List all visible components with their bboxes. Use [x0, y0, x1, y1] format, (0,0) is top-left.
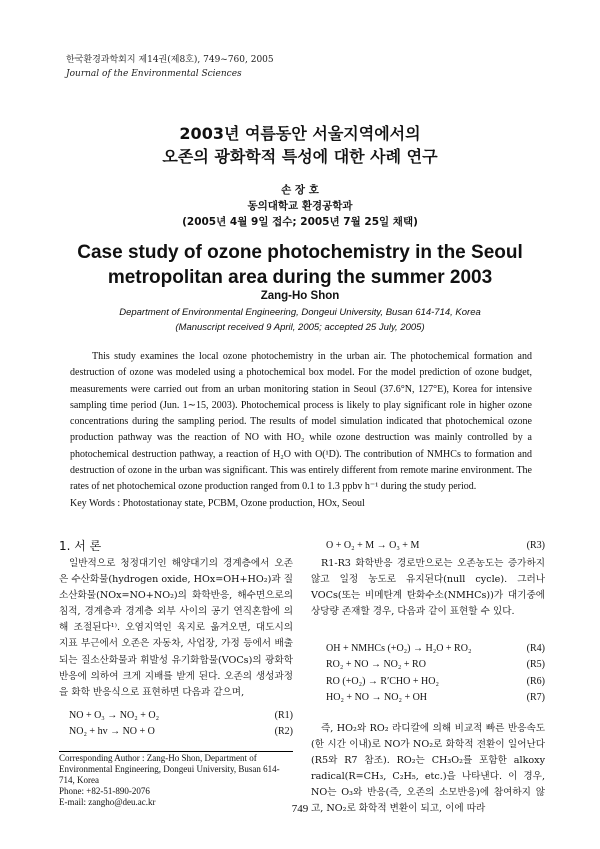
- section-heading: 1. 서 론: [59, 539, 102, 553]
- equation-expr: NO + O₃ → NO₂ + O₂: [69, 710, 160, 721]
- footnote-email: E-mail: zangho@deu.ac.kr: [59, 797, 156, 807]
- equation-expr: OH + NMHCs (+O₂) → H₂O + RO₂: [326, 643, 472, 654]
- equation-r5: [326, 659, 545, 670]
- korean-title-line1: 2003년 여름동안 서울지역에서의: [179, 124, 421, 143]
- equation-number: (R3): [526, 540, 545, 551]
- equation-r7: [326, 692, 545, 703]
- equation-r1: [69, 710, 293, 721]
- equation-expr: NO₂ + hv → NO + O: [69, 726, 155, 737]
- equation-number: (R5): [526, 659, 545, 670]
- equation-r3: [326, 540, 545, 551]
- korean-author-block: [0, 182, 600, 230]
- equation-r2: [69, 726, 293, 737]
- english-affiliation-block: [0, 305, 600, 335]
- intro-paragraph-1: 일반적으로 청정대기인 해양대기의 경계층에서 오존은 수산화물(hydrogen oxide, HOx=OH+HO₂)과 질소산화물(NOx=NO+NO₂)의 화학반응, 해수면으로의 침적, 경계층과 경계층 외부 사이의 공기 연직혼합에 의해 조절된다¹⁾. 오염지역인 육지로 옮겨오면, 대도시의 지표 부근에서 오존은 자동차, 사업장, 가정 등에서 배출되는 질소산화물과 휘발성 유기화합물(VOCs)의 광화학반응에 의하여 크게 지배를 받게 된다. 오존의 생성과정을 화학 반응식으로 표현하면 다음과 같으며,: [59, 558, 293, 698]
- corresponding-author-footnote: [59, 753, 295, 808]
- intro-paragraph-2: R1-R3 화학반응 경로만으로는 오존농도는 증가하지 않고 일정 농도로 유지된다(null cycle). 그러나 VOCs(또는 비메탄계 탄화수소(NMHCs))가 대기중에 상당량 존재할 경우, 다음과 같이 표현할 수 있다.: [311, 558, 545, 618]
- english-title: [0, 240, 600, 290]
- korean-author-name: 손 장 호: [281, 184, 319, 196]
- english-author-name: Zang-Ho Shon: [260, 290, 340, 302]
- equation-expr: HO₂ + NO → NO₂ + OH: [326, 692, 428, 703]
- equation-number: (R2): [274, 726, 293, 737]
- journal-citation: 한국환경과학회지 제14권(제8호), 749~760, 2005: [66, 55, 274, 65]
- equation-expr: O + O₂ + M → O₃ + M: [326, 540, 420, 551]
- equation-number: (R7): [526, 692, 545, 703]
- abstract: This study examines the local ozone photochemistry in the urban air. The photochemical formation and destruction of ozone was modeled using a photochemical box model. For the model prediction of ozone budget, measurements were carried out from an urban monitoring station in Seoul (37.6°N, 127°E), Korea for intensive sampling time period (Jun. 1∼15, 2003). Photochemical process is likely to play significant role in higher ozone concentrations during the sampling period. The results of model simulation indicated that photochemical ozone production pathway was the reaction of NO with HO₂ while ozone destruction was mainly controlled by a photochemical destruction pathway, a reaction of H₂O with O(¹D). The contribution of NMHCs to formation and destruction of ozone in the urban was significant. This was entirely different from remote marine environment. The rates of net photochemical ozone production ranged from 0.1 to 1.3 ppbv h⁻¹ during the study period.: [70, 351, 532, 493]
- footnote-phone: Phone: +82-51-890-2076: [59, 786, 150, 796]
- page-number: 749: [291, 803, 309, 815]
- equation-r6: [326, 676, 545, 687]
- manuscript-dates: (Manuscript received 9 April, 2005; accepted 25 July, 2005): [175, 322, 425, 333]
- footnote-author: Corresponding Author : Zang-Ho Shon, Department of Environmental Engineering, Dongeui University, Busan 614-714, Korea: [59, 753, 280, 785]
- equation-number: (R6): [526, 676, 545, 687]
- korean-title: [0, 122, 600, 168]
- english-title-line1: Case study of ozone photochemistry in the Seoul: [77, 242, 523, 263]
- equation-number: (R4): [526, 643, 545, 654]
- korean-affiliation: 동의대학교 환경공학과: [247, 200, 353, 212]
- equation-r4: [326, 643, 545, 654]
- footnote-divider: [59, 751, 293, 752]
- korean-title-line2: 오존의 광화학적 특성에 대한 사례 연구: [162, 147, 438, 166]
- equation-expr: RO₂ + NO → NO₂ + RO: [326, 659, 426, 670]
- intro-paragraph-3: 즉, HO₂와 RO₂ 라디칼에 의해 비교적 빠른 반응속도(한 시간 이내)로 NO가 NO₂로 화학적 전환이 일어난다(R5와 R7 참조). RO₂는 CH₃O₂를 포함한 alkoxy radical(R=CH₃, C₂H₅, etc.)을 나타낸다. 이 경우, NO는 O₃와 반응(즉, 오존의 소모반응)에 참여하지 않고, NO₂로 화학적 변환이 되고, 이에 따라: [311, 723, 545, 815]
- journal-name: Journal of the Environmental Sciences: [66, 69, 242, 79]
- english-title-line2: metropolitan area during the summer 2003: [107, 267, 493, 288]
- keywords: Key Words : Photostationay state, PCBM, Ozone production, HOx, Seoul: [70, 498, 365, 509]
- journal-header: [66, 53, 274, 81]
- korean-dates: (2005년 4월 9일 접수; 2005년 7월 25일 채택): [182, 216, 418, 228]
- equation-expr: RO (+O₂) → R′CHO + HO₂: [326, 676, 439, 687]
- equation-number: (R1): [274, 710, 293, 721]
- english-affiliation: Department of Environmental Engineering, Dongeui University, Busan 614-714, Korea: [119, 307, 481, 318]
